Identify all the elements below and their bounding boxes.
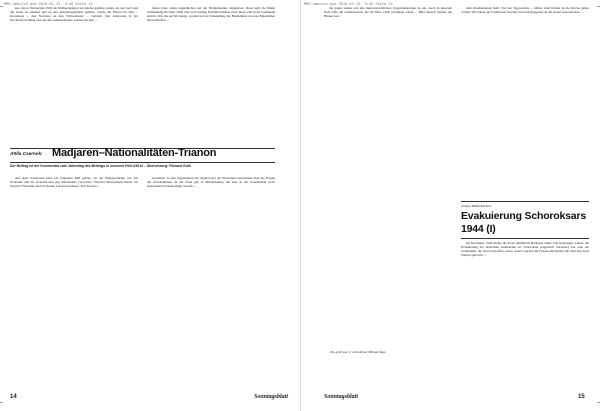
left-bottom-column-1 bbox=[10, 176, 138, 389]
crop-mark bbox=[0, 402, 3, 403]
article-headline: Madjaren–Nationalitäten-Trianon bbox=[52, 147, 217, 159]
print-slug-right: MMS-umbruch.qxd 2015.02.15. 9:46 Seite 15 bbox=[304, 2, 393, 6]
print-slug-left: MMS-umbruch.qxd 2015.02.15. 9:46 Seite 14 bbox=[4, 2, 93, 6]
headline-rule bbox=[10, 162, 275, 163]
left-top-column-2 bbox=[147, 6, 275, 145]
section-rule bbox=[461, 201, 589, 202]
article-subhead: Der Beitrag ist der Kommentar zum Jahrestag des Beitrags in unserem Heft 4/2014 – Übersetzung: Richard Guth bbox=[10, 164, 191, 168]
article-author-right: Johann Weißenbäckner bbox=[461, 204, 492, 208]
paragraph: ferner hatte einen Jugendlichen auf die Dörfgemeinde abgegeben. Dazu kam die fünfte Umsiedlung im Jahre 1849. Nur noch wenige Familien blieben nach dieser Zeit in der Gemeinde zurück. Wie das Archiv belegt, wurden bei der Umsiedlung die Besitztümer an neue Eigentümer überschrieben ... bbox=[147, 6, 275, 23]
article-headline-right-line1: Evakuierung Schoroksars bbox=[461, 210, 586, 222]
headline-rule bbox=[461, 238, 589, 239]
page-spine bbox=[300, 0, 301, 411]
right-column-1 bbox=[324, 6, 452, 389]
left-top-column-1 bbox=[10, 6, 138, 145]
page-number-left: 14 bbox=[10, 394, 17, 400]
paragraph: zusätzlich zu den Gegensätzen der Jugend und der Einwohner betrachtete man die Fragen der Nationalitäten. In der Stadt gab es Minderheiten, die aber in der Gesellschaft nicht ausreichend berücksichtigt wurden ... bbox=[147, 176, 275, 189]
right-column-2 bbox=[461, 6, 589, 198]
article-author: Attila Csernok: bbox=[10, 151, 43, 156]
page-number-right: 15 bbox=[578, 394, 585, 400]
paragraph: dem Glaubenskreis fehlt. Von der Tagesschule ... hätten viele Kinder in die Kirche gehen wollen. Wir haben die Traditionen bewahrt und weitergegeben an die neuen Generationen ... bbox=[461, 6, 589, 15]
paragraph: die ganze sieben und alle muttersprachlichen Ungarndeutschen zu tun. Auch in unserem Dorf lebte die Gemeinschaft, die im Jahre 1946 vertrieben wurde ... Bald danach standen die Häuser leer. bbox=[324, 6, 452, 19]
right-story-column bbox=[461, 241, 589, 389]
paragraph: Im November 1944 rückte die Front allmählich Budapest näher. Die Regierung ordnete die Evakuierung der deutschen Gemeinden an. Schoroksar (ungarisch Soroksár) war eine der Gemeinden, die davon betroffen waren. Zuerst wurden die Frauen und Kinder mit dem Zug nach Westen gebracht ... bbox=[461, 241, 589, 258]
paragraph: kus, das in Wackernitz 1902 die Michaelspfarrei zur Kirche gehörte; später, als das viel Land die Leute zu erhalten und an den Aufgabengebieten gehörte, wurde die Pfarrei im Jahr ... Kreuzzugs ... den Nachlass an den Schlossbesitz ... verblieb. Der Alterstand in der Kirchenverwaltung und der alte Gemeindeplatz wurden im Jahr ... bbox=[10, 6, 138, 23]
article-headline-right-line2: 1944 (I) bbox=[461, 223, 496, 235]
poem-line: Oh, groß war er nicht dieser Heimat Tage, bbox=[330, 350, 387, 354]
paragraph: Auf einer Konferenz habe ich folgendes Bild gehört: ‚In der Weltgeschichte war das Nationale und die Generationen eng miteinander verwoben.' Welches Bewusstsein hatten wir Ungarn? Was hätte man in diesem Land tun können? Seit Trianon ... bbox=[10, 176, 138, 189]
crop-mark bbox=[0, 6, 3, 7]
magazine-logo-right: Sonntagsblatt bbox=[324, 394, 359, 400]
left-bottom-column-2 bbox=[147, 176, 275, 389]
magazine-logo-left: Sonntagsblatt bbox=[254, 394, 289, 400]
